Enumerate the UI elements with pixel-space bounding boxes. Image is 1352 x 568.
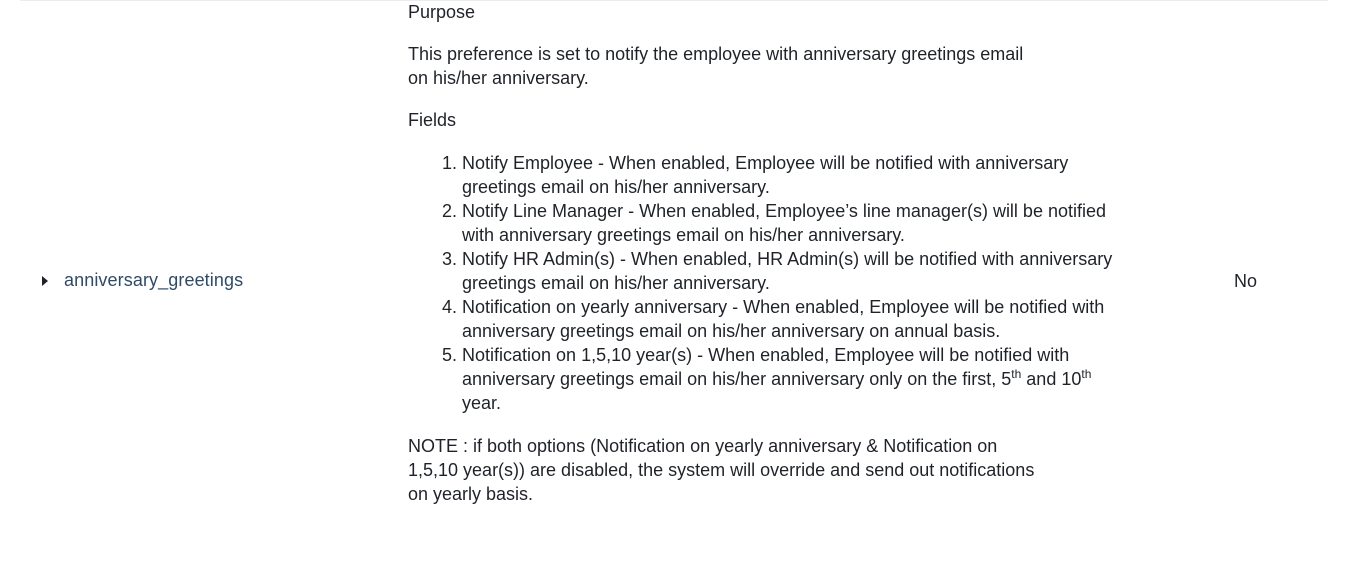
superscript-th: th <box>1081 367 1092 381</box>
field5-lead: Notification on 1,5,10 year(s) - When enabled, Employee will be notified with anniversary greetings email on his/her anniversary only on the first, 5 <box>462 345 1070 389</box>
superscript-th: th <box>1011 367 1022 381</box>
fields-heading: Fields <box>408 110 457 130</box>
divider <box>20 0 1328 1</box>
field5-mid: and 10 <box>1021 369 1082 389</box>
field-item: 4. Notification on yearly anniversary - When enabled, Employee will be notified with anniversary greetings email on his/her anniversary on annual basis. <box>462 295 1122 343</box>
field-item: 1. Notify Employee - When enabled, Employee will be notified with anniversary greetings email on his/her anniversary. <box>462 151 1122 199</box>
field-item: 3. Notify HR Admin(s) - When enabled, HR Admin(s) will be notified with anniversary greetings email on his/her anniversary. <box>462 247 1122 295</box>
expand-row-toggle[interactable] <box>42 270 243 291</box>
purpose-text: This preference is set to notify the employee with anniversary greetings email on his/her anniversary. <box>408 44 1024 88</box>
field-item <box>462 343 1122 415</box>
field-item: 2. Notify Line Manager - When enabled, Employee’s line manager(s) will be notified with anniversary greetings email on his/her anniversary. <box>462 199 1122 247</box>
preference-value: No <box>1234 271 1258 291</box>
purpose-heading: Purpose <box>408 2 476 22</box>
caret-right-icon[interactable] <box>42 276 48 286</box>
preference-name: anniversary_greetings <box>64 270 244 290</box>
note-text: NOTE : if both options (Notification on yearly anniversary & Notification on 1,5,10 year(s)) are disabled, the system will override and send out notifications on yearly basis. <box>408 436 1035 504</box>
fields-list <box>408 151 1122 415</box>
field5-tail: year. <box>462 393 502 413</box>
